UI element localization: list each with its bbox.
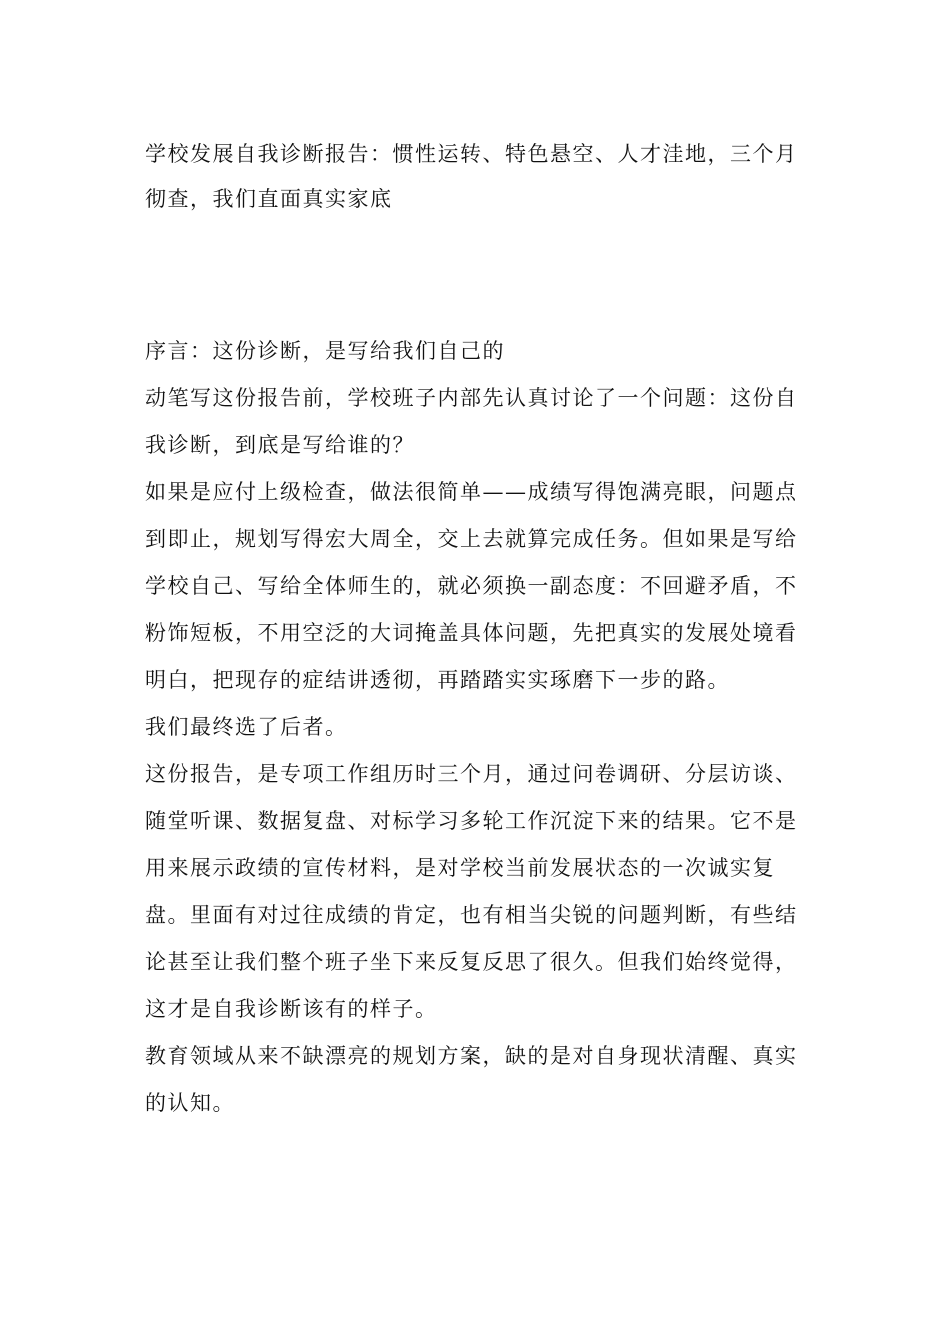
paragraph-3: 我们最终选了后者。 — [145, 715, 348, 739]
paragraph-1: 动笔写这份报告前，学校班子内部先认真讨论了一个问题：这份自我诊断，到底是写给谁的？ — [145, 386, 798, 457]
paragraph-4: 这份报告，是专项工作组历时三个月，通过问卷调研、分层访谈、随堂听课、数据复盘、对标学习多轮工作沉淀下来的结果。它不是用来展示政绩的宣传材料，是对学校当前发展状态的一次诚实复盘。里面有对过往成绩的肯定，也有相当尖锐的问题判断，有些结论甚至让我们整个班子坐下来反复反思了很久。但我们始终觉得，这才是自我诊断该有的样子。 — [145, 762, 798, 1021]
document-title: 学校发展自我诊断报告：惯性运转、特色悬空、人才洼地，三个月彻查，我们直面真实家底 — [145, 142, 798, 211]
document-body — [145, 328, 815, 1127]
paragraph-2: 如果是应付上级检查，做法很简单——成绩写得饱满亮眼，问题点到即止，规划写得宏大周全，交上去就算完成任务。但如果是写给学校自己、写给全体师生的，就必须换一副态度：不回避矛盾，不粉饰短板，不用空泛的大词掩盖具体问题，先把真实的发展处境看明白，把现存的症结讲透彻，再踏踏实实琢磨下一步的路。 — [145, 480, 798, 692]
paragraph-5: 教育领域从来不缺漂亮的规划方案，缺的是对自身现状清醒、真实的认知。 — [145, 1044, 798, 1115]
section-heading: 序言：这份诊断，是写给我们自己的 — [145, 339, 505, 363]
